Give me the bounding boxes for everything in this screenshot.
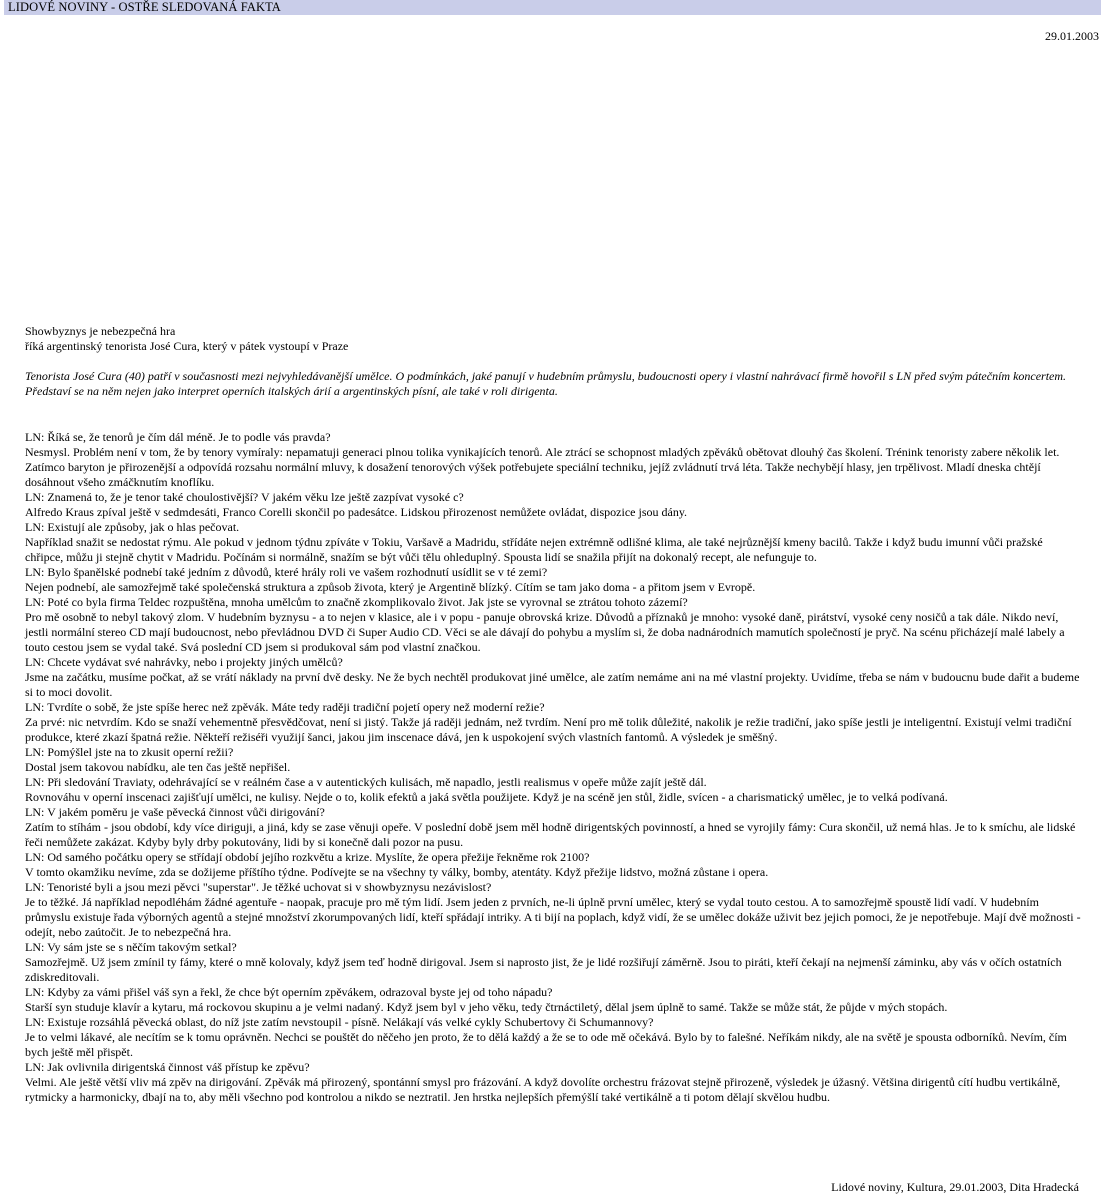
- interview-paragraph: Nejen podnebí, ale samozřejmě také společenská struktura a způsob života, který je Argentině blízký. Cítím se tam jako doma - a přitom jsem v Evropě.: [25, 580, 756, 594]
- interview-paragraph: Je to velmi lákavé, ale necítím se k tomu oprávněn. Nechci se pouštět do něčeho jen proto, že to dělá každý a že se to ode mě očekává. Bylo by to falešné. Neříkám nikdy, ale na světě je spousta odborníků. Nevím, čím bych ještě měl přispět.: [25, 1030, 1067, 1059]
- interview-paragraph: Za prvé: nic netvrdím. Kdo se snaží vehementně přesvědčovat, není si jistý. Takže já raději jednám, než tvrdím. Není pro mě tolik důležité, nakolik je režie tradiční, jako spíše jestli je inteligentní. Existují velmi tradiční produkce, které zkazí špatná režie. Někteří režiséři využijí šanci, jakou jim inscenace dává, jen k uspokojení svých vlastních fantomů. A výsledek je směšný.: [25, 715, 1072, 744]
- interview-paragraph: Starší syn studuje klavír a kytaru, má rockovou skupinu a je velmi nadaný. Když jsem byl v jeho věku, tedy čtrnáctiletý, dělal jsem úplně to samé. Takže se může stát, že půjde v mých stopách.: [25, 1000, 948, 1014]
- article: [25, 324, 1083, 1105]
- interview-paragraph: Dostal jsem takovou nabídku, ale ten čas ještě nepřišel.: [25, 760, 291, 774]
- interview-paragraph: LN: Jak ovlivnila dirigentská činnost váš přístup ke zpěvu?: [25, 1060, 310, 1074]
- publication-title: LIDOVÉ NOVINY - OSTŘE SLEDOVANÁ FAKTA: [8, 0, 281, 14]
- interview-paragraph: Velmi. Ale ještě větší vliv má zpěv na dirigování. Zpěvák má přirozený, spontánní smysl pro frázování. A když dovolíte orchestru frázovat stejně přirozeně, výsledek je úžasný. Většina dirigentů cítí hudbu vertikálně, rytmicky a harmonicky, dbají na to, aby měli všechno pod kontrolou a nikdo se neztratil. Jen hrstka nejlepších přemýšlí také vertikálně a ti potom dělají skvělou hudbu.: [25, 1075, 1061, 1104]
- article-title-block: [25, 324, 1083, 354]
- interview-paragraph: LN: Tenoristé byli a jsou mezi pěvci "superstar". Je těžké uchovat si v showbyznysu nezávislost?: [25, 880, 492, 894]
- interview-paragraph: Samozřejmě. Už jsem zmínil ty fámy, které o mně kolovaly, když jsem teď hodně dirigoval. Jsem si naprosto jist, že je lidé rozšiřují záměrně. Jsou to piráti, kteří čekají na nejmenší záminku, aby vás v očích ostatních zdiskreditovali.: [25, 955, 1062, 984]
- interview-paragraph: LN: Bylo španělské podnebí také jedním z důvodů, které hrály roli ve vašem rozhodnutí usídlit se v té zemi?: [25, 565, 548, 579]
- interview-paragraph: Například snažit se nedostat rýmu. Ale pokud v jednom týdnu zpíváte v Tokiu, Varšavě a Madridu, střídáte nejen extrémně odlišné klima, ale také nejrůznější kmeny bacilů. Takže i když budu imunní vůči pražské chřipce, můžu ji stejně chytit v Madridu. Počínám si normálně, snažím se být vůči tělu ohleduplný. Spousta lidí se snažila přijít na dokonalý recept, ale nefunguje to.: [25, 535, 1043, 564]
- interview-paragraph: LN: Chcete vydávat své nahrávky, nebo i projekty jiných umělců?: [25, 655, 343, 669]
- interview-paragraph: Nesmysl. Problém není v tom, že by tenory vymíraly: nepamatuji generaci plnou tolika vynikajících tenorů. Ale ztrácí se schopnost mladých zpěváků obětovat dlouhý čas školení. Trénink tenoristy zabere několik let. Zatímco baryton je přirozenější a odpovídá rozsahu normální mluvy, k dosažení tenorových výšek potřebujete speciální techniku, jejíž zvládnutí trvá léta. Takže nechybějí hlasy, jen trpělivost. Mladí dneska chtějí dosáhnout všeho zmáčknutím knoflíku.: [25, 445, 1060, 489]
- interview-paragraph: LN: Od samého počátku opery se střídají období jejího rozkvětu a krize. Myslíte, že opera přežije řekněme rok 2100?: [25, 850, 590, 864]
- interview-paragraph: LN: Znamená to, že je tenor také choulostivější? V jakém věku lze ještě zazpívat vysoké c?: [25, 490, 464, 504]
- source-line: Lidové noviny, Kultura, 29.01.2003, Dita Hradecká: [831, 1180, 1079, 1194]
- interview-paragraph: Pro mě osobně to nebyl takový zlom. V hudebním byznysu - a to nejen v klasice, ale i v popu - panuje obrovská krize. Důvodů a příznaků je mnoho: vysoké daně, pirátství, vysoké ceny nosičů a tak dále. Nikdo neví, jestli normální stereo CD mají budoucnost, nebo převládnou DVD či Super Audio CD. Věci se ale dávají do pohybu a myslím si, že doba nadnárodních mamutích společností je pryč. Na scénu přicházejí malé labely a touto cestou jsem se vydal také. Svá poslední CD jsem si produkoval sám pod vlastní značkou.: [25, 610, 1065, 654]
- article-lead: Tenorista José Cura (40) patří v současnosti mezi nejvyhledávanější umělce. O podmínkách, jaké panují v hudebním průmyslu, budoucnosti opery i vlastní nahrávací firmě hovořil s LN před svým pátečním koncertem. Představí se na něm nejen jako interpret operních italských árií a argentinských písní, ale také v roli dirigenta.: [25, 369, 1067, 398]
- interview-paragraph: LN: Existují ale způsoby, jak o hlas pečovat.: [25, 520, 240, 534]
- interview-paragraph: LN: Poté co byla firma Teldec rozpuštěna, mnoha umělcům to značně zkomplikovalo život. Jak jste se vyrovnal se ztrátou tohoto zázemí?: [25, 595, 688, 609]
- interview-paragraph: LN: Vy sám jste se s něčím takovým setkal?: [25, 940, 237, 954]
- interview-paragraph: Jsme na začátku, musíme počkat, až se vrátí náklady na první dvě desky. Ne že bych nechtěl produkovat jiné umělce, ale zatím nemáme ani na mé vlastní projekty. Uvidíme, třeba se nám v budoucnu bude dařit a budeme si to moci dovolit.: [25, 670, 1080, 699]
- publication-date: 29.01.2003: [1045, 29, 1099, 43]
- interview-paragraph: LN: Kdyby za vámi přišel váš syn a řekl, že chce být operním zpěvákem, odrazoval byste jej od toho nápadu?: [25, 985, 553, 999]
- interview-paragraph: LN: Pomýšlel jste na to zkusit operní režii?: [25, 745, 234, 759]
- interview-paragraph: Alfredo Kraus zpíval ještě v sedmdesáti, Franco Corelli skončil po padesátce. Lidskou přirozenost nemůžete ovládat, dispozice jsou dány.: [25, 505, 688, 519]
- interview-body: [25, 430, 1083, 1105]
- interview-paragraph: Rovnováhu v operní inscenaci zajišťují umělci, ne kulisy. Nejde o to, kolik efektů a jaká světla použijete. Když je na scéně jen stůl, židle, svícen - a charismatický umělec, je to velká podívaná.: [25, 790, 948, 804]
- interview-paragraph: LN: Tvrdíte o sobě, že jste spíše herec než zpěvák. Máte tedy raději tradiční pojetí opery než moderní režie?: [25, 700, 545, 714]
- interview-paragraph: LN: Říká se, že tenorů je čím dál méně. Je to podle vás pravda?: [25, 430, 331, 444]
- interview-paragraph: LN: Existuje rozsáhlá pěvecká oblast, do níž jste zatím nevstoupil - písně. Nelákají vás velké cykly Schubertovy či Schumannovy?: [25, 1015, 654, 1029]
- interview-paragraph: V tomto okamžiku nevíme, zda se dožijeme příštího týdne. Podívejte se na všechny ty války, bomby, atentáty. Když přežije lidstvo, možná zůstane i opera.: [25, 865, 769, 879]
- article-subtitle: říká argentinský tenorista José Cura, který v pátek vystoupí v Praze: [25, 339, 349, 353]
- article-title: Showbyznys je nebezpečná hra: [25, 324, 176, 338]
- interview-paragraph: LN: Při sledování Traviaty, odehrávající se v reálném čase a v autentických kulisách, mě napadlo, jestli realismus v opeře může zajít ještě dál.: [25, 775, 707, 789]
- interview-paragraph: LN: V jakém poměru je vaše pěvecká činnost vůči dirigování?: [25, 805, 325, 819]
- interview-paragraph: Je to těžké. Já například nepodléhám žádné agentuře - naopak, pracuje pro mě tým lidí. Jsem jeden z prvních, ne-li úplně první umělec, který se vydal touto cestou. A to samozřejmě spoustě lidí vadí. V hudebním průmyslu existuje řada výborných agentů a stejné množství zkorumpovaných lidí, kteří spřádají intriky. A ti bijí na poplach, když vidí, že se umělec dokáže uživit bez jejich pomoci, že je nepotřebuje. Mají dvě možnosti - odejít, nebo zaútočit. Je to nebezpečná hra.: [25, 895, 1081, 939]
- interview-paragraph: Zatím to stíhám - jsou období, kdy více diriguji, a jiná, kdy se zase věnuji opeře. V poslední době jsem měl hodně dirigentských povinností, a hned se vyrojily fámy: Cura skončil, už nemá hlas. Je to k smíchu, ale lidské řeči nemůžete zakázat. Kdyby byly drby pokutovány, lidi by si konečně dali pozor na pusu.: [25, 820, 1076, 849]
